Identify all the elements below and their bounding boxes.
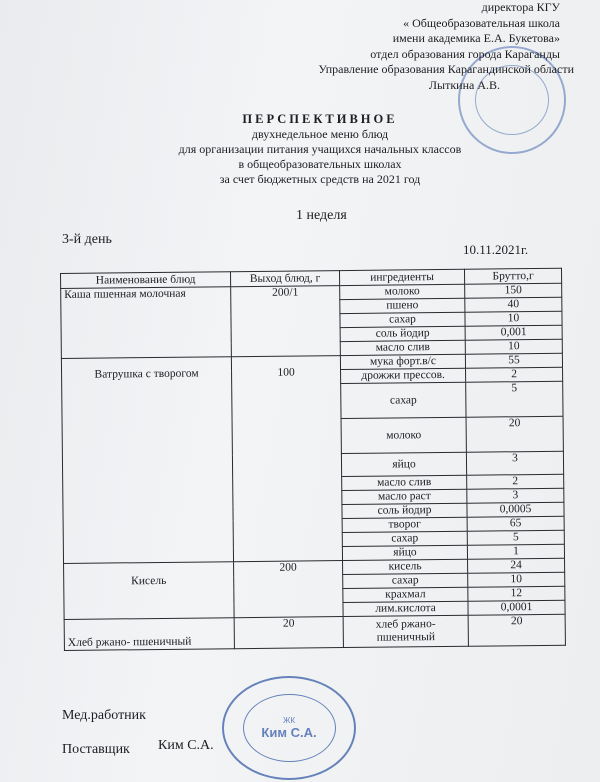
header-dish: Наименование блюд <box>61 272 231 289</box>
ingredient-brutto: 40 <box>465 297 562 312</box>
ingredient-name: молоко <box>340 284 465 299</box>
week-label: 1 неделя <box>296 208 347 223</box>
dish-name: Каша пшенная молочная <box>61 287 232 359</box>
ingredient-name: крахмал <box>343 587 468 602</box>
ingredient-brutto: 20 <box>466 416 563 452</box>
ingredient-name: пшено <box>340 298 465 313</box>
menu-table <box>60 268 566 651</box>
ingredient-name: молоко <box>341 417 466 453</box>
title-line-3: для организации питания учащихся начальных классов <box>178 142 462 156</box>
ingredient-name: мука форт.в/с <box>340 354 465 369</box>
dish-name: Кисель <box>64 562 235 620</box>
ingredient-brutto: 0,001 <box>465 325 562 340</box>
header-brutto: Брутто,г <box>464 268 561 284</box>
ingredient-brutto: 55 <box>465 353 562 368</box>
ingredient-brutto: 0,0005 <box>467 502 564 517</box>
ingredient-name: соль йодир <box>342 503 467 518</box>
ingredient-name: сахар <box>342 531 467 546</box>
ingredient-brutto: 0,0001 <box>468 600 565 615</box>
approval-line-3: имени академика Е.А. Букетова» <box>392 31 560 45</box>
ingredient-name: сахар <box>341 382 466 418</box>
header-yield: Выход блюд, г <box>230 271 339 287</box>
ingredient-brutto: 10 <box>465 339 562 354</box>
ingredient-name: хлеб ржано-пшеничный <box>343 615 468 647</box>
approval-signatory: Лыткина А.В. <box>428 77 500 92</box>
menu-table-body <box>61 283 566 650</box>
ingredient-name: яйцо <box>341 452 466 476</box>
ingredient-name: лим.кислота <box>343 601 468 616</box>
stamp-top-text: ЖК <box>282 716 296 725</box>
approval-line-2: « Общеобразовательная школа <box>403 15 560 30</box>
ingredient-name: творог <box>342 517 467 532</box>
stamp-name-text: Ким С.А. <box>261 725 317 740</box>
ingredient-name: сахар <box>343 573 468 588</box>
dish-name: Ватрушка с творогом <box>61 357 233 564</box>
ingredient-name: масло раст <box>342 489 467 504</box>
dish-yield: 20 <box>234 617 343 649</box>
ingredient-name: соль йодир <box>340 326 465 341</box>
ingredient-name: кисель <box>343 559 468 574</box>
ingredient-brutto: 150 <box>465 283 562 298</box>
title-line-4: в общеобразовательных школах <box>238 157 402 171</box>
ingredient-name: масло слив <box>340 340 465 355</box>
ingredient-brutto: 1 <box>467 544 564 559</box>
ingredient-brutto: 12 <box>468 586 565 601</box>
ingredient-brutto: 24 <box>468 558 565 573</box>
dish-name: Хлеб ржано- пшеничный <box>64 618 234 651</box>
ingredient-brutto: 20 <box>468 614 565 646</box>
ingredient-name: сахар <box>340 312 465 327</box>
ingredient-name: масло слив <box>342 475 467 490</box>
dish-yield: 200 <box>234 561 344 618</box>
ingredient-brutto: 10 <box>465 311 562 326</box>
ingredient-brutto: 10 <box>468 572 565 587</box>
ingredient-brutto: 65 <box>467 516 564 531</box>
title-line-2: двухнедельное меню блюд <box>251 127 389 141</box>
supplier-stamp <box>222 676 356 780</box>
ingredient-brutto: 2 <box>466 367 563 382</box>
title-line-5: за счет бюджетных средств на 2021 год <box>219 172 421 186</box>
ingredient-brutto: 5 <box>467 530 564 545</box>
approval-line-4: отдел образования города Караганды <box>370 46 560 61</box>
ingredient-brutto: 2 <box>467 474 564 489</box>
title-main: ПЕРСПЕКТИВНОЕ <box>242 112 398 126</box>
ingredient-name: яйцо <box>342 545 467 560</box>
approval-line-5: Управление образования Карагандинской области <box>318 62 574 76</box>
approval-block <box>318 0 574 93</box>
supplier-name: Ким С.А. <box>158 738 214 753</box>
ingredient-name: дрожжи прессов. <box>341 368 466 383</box>
dish-yield: 100 <box>231 356 342 562</box>
day-label: 3-й день <box>62 232 112 247</box>
table-row <box>64 614 565 650</box>
document-title <box>150 112 490 187</box>
medic-label: Мед.работник <box>62 708 146 723</box>
approval-line-1: директора КГУ <box>481 0 560 14</box>
header-ingredients: ингредиенты <box>339 269 464 285</box>
ingredient-brutto: 3 <box>466 451 563 475</box>
date-label: 10.11.2021г. <box>463 242 529 257</box>
ingredient-brutto: 3 <box>467 488 564 503</box>
dish-yield: 200/1 <box>231 286 341 357</box>
ingredient-brutto: 5 <box>466 381 563 417</box>
supplier-label: Поставщик <box>62 742 130 757</box>
